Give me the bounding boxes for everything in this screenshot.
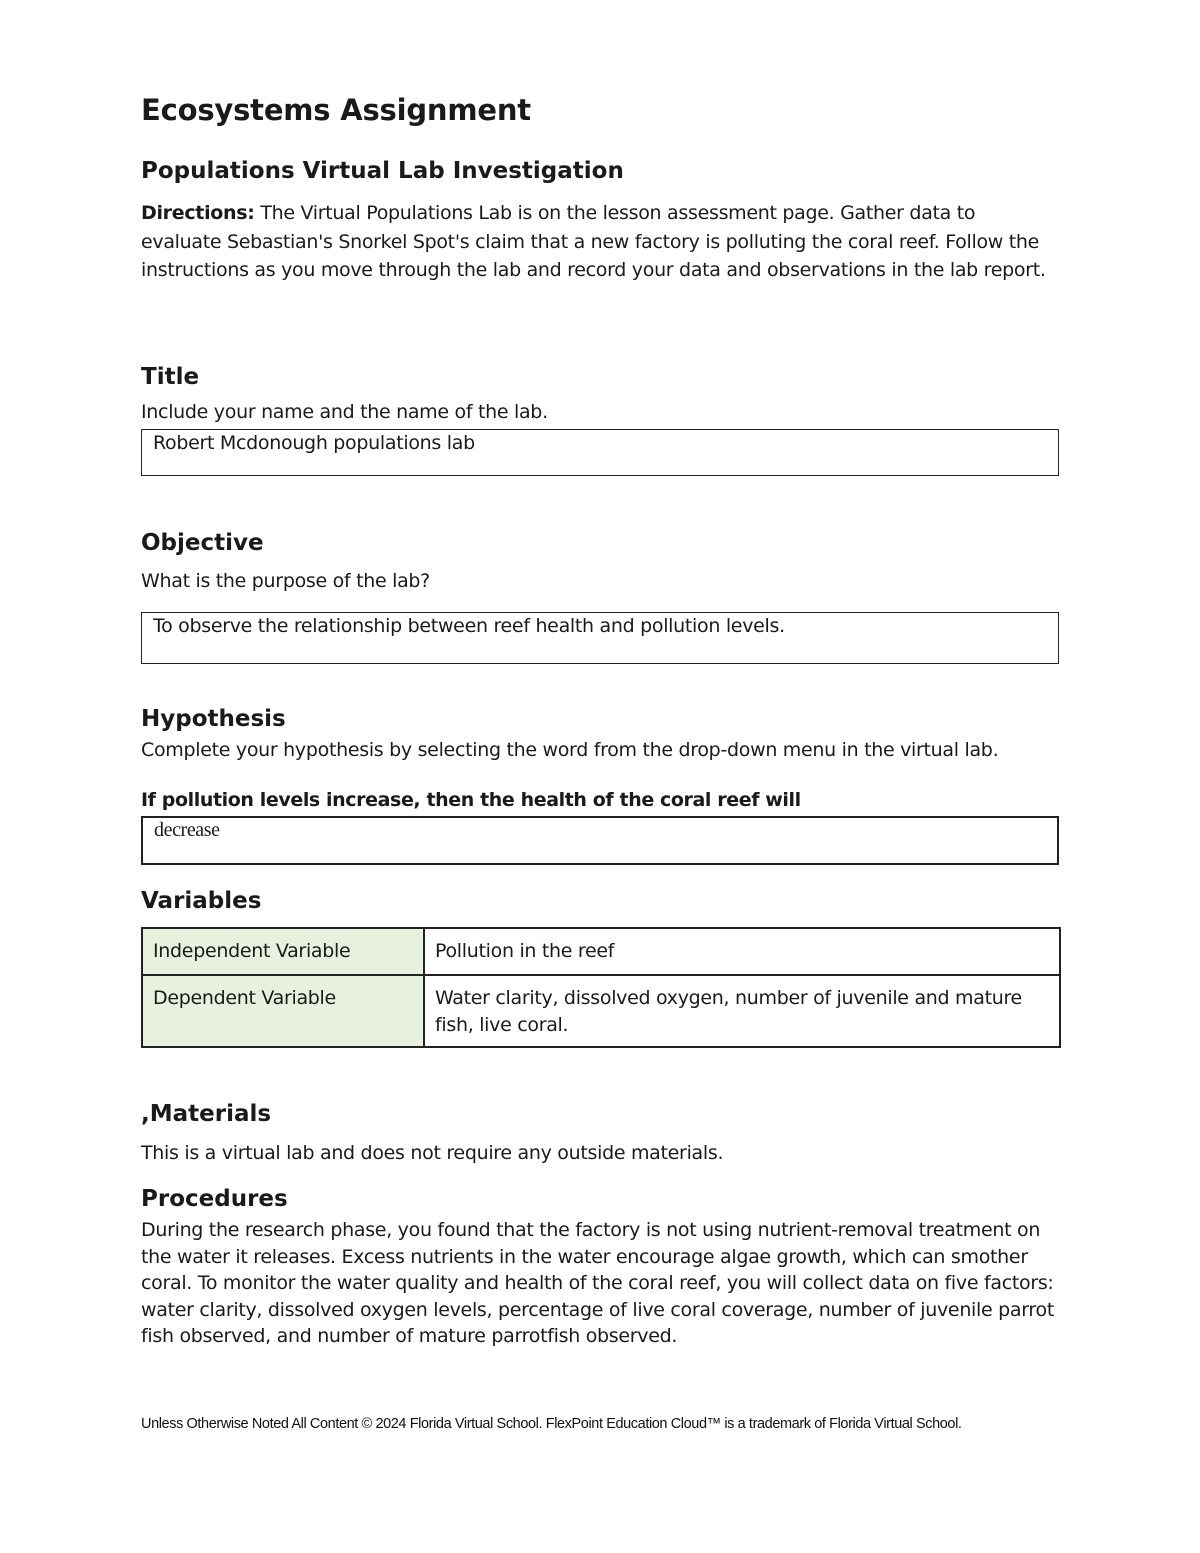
directions-paragraph xyxy=(141,199,1056,285)
title-answer-field[interactable]: Robert Mcdonough populations lab xyxy=(141,429,1059,476)
independent-variable-label: Independent Variable xyxy=(142,928,424,975)
objective-answer-field[interactable]: To observe the relationship between reef health and pollution levels. xyxy=(141,612,1059,664)
section-heading-hypothesis: Hypothesis xyxy=(141,706,286,732)
section-heading-variables: Variables xyxy=(141,888,262,914)
hypothesis-statement: If pollution levels increase, then the health of the coral reef will xyxy=(141,789,801,811)
directions-label: Directions: xyxy=(141,202,255,224)
copyright-footer: Unless Otherwise Noted All Content © 2024 Florida Virtual School. FlexPoint Education Cloud™ is a trademark of Florida Virtual School. xyxy=(141,1416,962,1432)
hypothesis-prompt: Complete your hypothesis by selecting the word from the drop-down menu in the virtual lab. xyxy=(141,739,999,761)
dependent-variable-value[interactable]: Water clarity, dissolved oxygen, number of juvenile and mature fish, live coral. xyxy=(424,975,1060,1047)
directions-text: The Virtual Populations Lab is on the lesson assessment page. Gather data to evaluate Sebastian's Snorkel Spot's claim that a new factory is polluting the coral reef. Follow the instructions as you move through the lab and record your data and observations in the lab report. xyxy=(141,202,1046,281)
section-heading-title: Title xyxy=(141,364,200,390)
table-row xyxy=(142,928,1060,975)
table-row xyxy=(142,975,1060,1047)
dependent-variable-label: Dependent Variable xyxy=(142,975,424,1047)
hypothesis-answer-field[interactable]: decrease xyxy=(141,816,1059,865)
independent-variable-value[interactable]: Pollution in the reef xyxy=(424,928,1060,975)
document-subtitle: Populations Virtual Lab Investigation xyxy=(141,158,624,184)
procedures-text: During the research phase, you found that the factory is not using nutrient-removal treatment on the water it releases. Excess nutrients in the water encourage algae growth, which can smother coral. To monitor the water quality and health of the coral reef, you will collect data on five factors: water clarity, dissolved oxygen levels, percentage of live coral coverage, number of juvenile parrot fish observed, and number of mature parrotfish observed. xyxy=(141,1219,1054,1347)
objective-prompt: What is the purpose of the lab? xyxy=(141,570,430,592)
variables-table xyxy=(141,927,1061,1048)
section-heading-materials: ,Materials xyxy=(141,1101,272,1127)
title-prompt: Include your name and the name of the lab. xyxy=(141,401,548,423)
document-title: Ecosystems Assignment xyxy=(141,93,531,127)
section-heading-objective: Objective xyxy=(141,530,264,556)
materials-text: This is a virtual lab and does not require any outside materials. xyxy=(141,1142,724,1164)
section-heading-procedures: Procedures xyxy=(141,1186,288,1212)
